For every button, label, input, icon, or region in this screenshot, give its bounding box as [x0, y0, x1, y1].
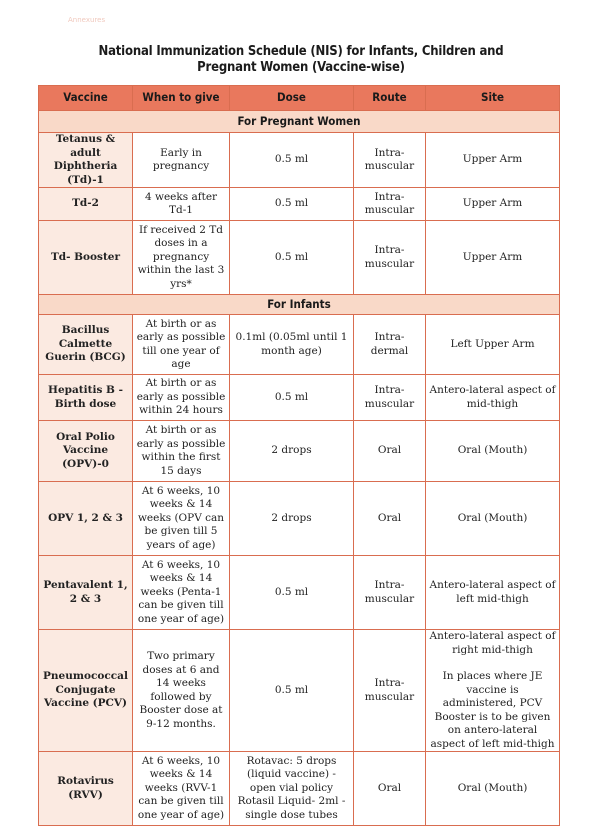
section-pregnant-women: For Pregnant Women	[39, 111, 560, 133]
header-site: Site	[426, 86, 560, 111]
route-cell: Intra-muscular	[354, 556, 426, 630]
header-when: When to give	[133, 86, 230, 111]
corner-mark: Annexures	[68, 16, 106, 24]
vaccine-cell: Td- Booster	[39, 221, 133, 295]
when-cell: At 6 weeks, 10 weeks & 14 weeks (OPV can be given till 5 years of age)	[133, 482, 230, 556]
dose-cell: 0.1ml (0.05ml until 1 month age)	[230, 315, 354, 375]
table-row	[39, 188, 560, 221]
table-row	[39, 630, 560, 752]
route-cell: Intra-muscular	[354, 221, 426, 295]
when-cell: At birth or as early as possible till one year of age	[133, 315, 230, 375]
route-cell: Oral	[354, 752, 426, 826]
header-vaccine: Vaccine	[39, 86, 133, 111]
when-cell: At 6 weeks, 10 weeks & 14 weeks (Penta-1 can be given till one year of age)	[133, 556, 230, 630]
when-cell: At 6 weeks, 10 weeks & 14 weeks (RVV-1 can be given till one year of age)	[133, 752, 230, 826]
site-cell: Antero-lateral aspect of mid-thigh	[426, 375, 560, 421]
section-row-pregnant	[39, 111, 560, 133]
when-cell: If received 2 Td doses in a pregnancy within the last 3 yrs*	[133, 221, 230, 295]
title-line-2: Pregnant Women (Vaccine-wise)	[197, 60, 405, 75]
route-cell: Intra-muscular	[354, 133, 426, 188]
dose-cell: 0.5 ml	[230, 188, 354, 221]
table-row	[39, 421, 560, 482]
page-title	[0, 44, 602, 76]
header-route: Route	[354, 86, 426, 111]
vaccine-cell: Td-2	[39, 188, 133, 221]
route-cell: Intra-muscular	[354, 630, 426, 752]
vaccine-cell: Hepatitis B - Birth dose	[39, 375, 133, 421]
vaccine-cell: Tetanus & adult Diphtheria (Td)-1	[39, 133, 133, 188]
route-cell: Intra-muscular	[354, 188, 426, 221]
dose-cell: 0.5 ml	[230, 133, 354, 188]
site-cell: Upper Arm	[426, 188, 560, 221]
table-row	[39, 315, 560, 375]
dose-cell: Rotavac: 5 drops (liquid vaccine) - open vial policy Rotasil Liquid- 2ml - single dose tubes	[230, 752, 354, 826]
table-row	[39, 133, 560, 188]
vaccine-cell: Rotavirus (RVV)	[39, 752, 133, 826]
route-cell: Oral	[354, 482, 426, 556]
vaccine-cell: Pentavalent 1, 2 & 3	[39, 556, 133, 630]
site-cell: Oral (Mouth)	[426, 752, 560, 826]
site-note: In places where JE vaccine is administered, PCV Booster is to be given on antero-lateral aspect of left mid-thigh	[430, 670, 555, 750]
route-cell: Intra-muscular	[354, 375, 426, 421]
site-cell: Upper Arm	[426, 133, 560, 188]
when-cell: At birth or as early as possible within the first 15 days	[133, 421, 230, 482]
dose-cell: 0.5 ml	[230, 221, 354, 295]
immunization-table	[38, 85, 560, 826]
when-cell: Early in pregnancy	[133, 133, 230, 188]
vaccine-cell: Oral Polio Vaccine (OPV)-0	[39, 421, 133, 482]
route-cell: Intra-dermal	[354, 315, 426, 375]
table-row	[39, 556, 560, 630]
table-row	[39, 482, 560, 556]
section-infants: For Infants	[39, 295, 560, 315]
dose-cell: 2 drops	[230, 421, 354, 482]
dose-cell: 0.5 ml	[230, 630, 354, 752]
vaccine-cell: OPV 1, 2 & 3	[39, 482, 133, 556]
section-row-infants	[39, 295, 560, 315]
table-row	[39, 375, 560, 421]
site-cell	[426, 630, 560, 752]
when-cell: 4 weeks after Td-1	[133, 188, 230, 221]
site-cell: Oral (Mouth)	[426, 421, 560, 482]
site-cell: Oral (Mouth)	[426, 482, 560, 556]
site-cell: Antero-lateral aspect of left mid-thigh	[426, 556, 560, 630]
dose-cell: 2 drops	[230, 482, 354, 556]
header-dose: Dose	[230, 86, 354, 111]
dose-cell: 0.5 ml	[230, 556, 354, 630]
site-text: Antero-lateral aspect of right mid-thigh	[429, 630, 556, 656]
dose-cell: 0.5 ml	[230, 375, 354, 421]
site-cell: Left Upper Arm	[426, 315, 560, 375]
header-row	[39, 86, 560, 111]
table-row	[39, 221, 560, 295]
when-cell: At birth or as early as possible within 24 hours	[133, 375, 230, 421]
when-cell: Two primary doses at 6 and 14 weeks followed by Booster dose at 9-12 months.	[133, 630, 230, 752]
route-cell: Oral	[354, 421, 426, 482]
vaccine-cell: Pneumococcal Conjugate Vaccine (PCV)	[39, 630, 133, 752]
site-cell: Upper Arm	[426, 221, 560, 295]
table-row	[39, 752, 560, 826]
title-line-1: National Immunization Schedule (NIS) for Infants, Children and	[98, 44, 504, 59]
vaccine-cell: Bacillus Calmette Guerin (BCG)	[39, 315, 133, 375]
